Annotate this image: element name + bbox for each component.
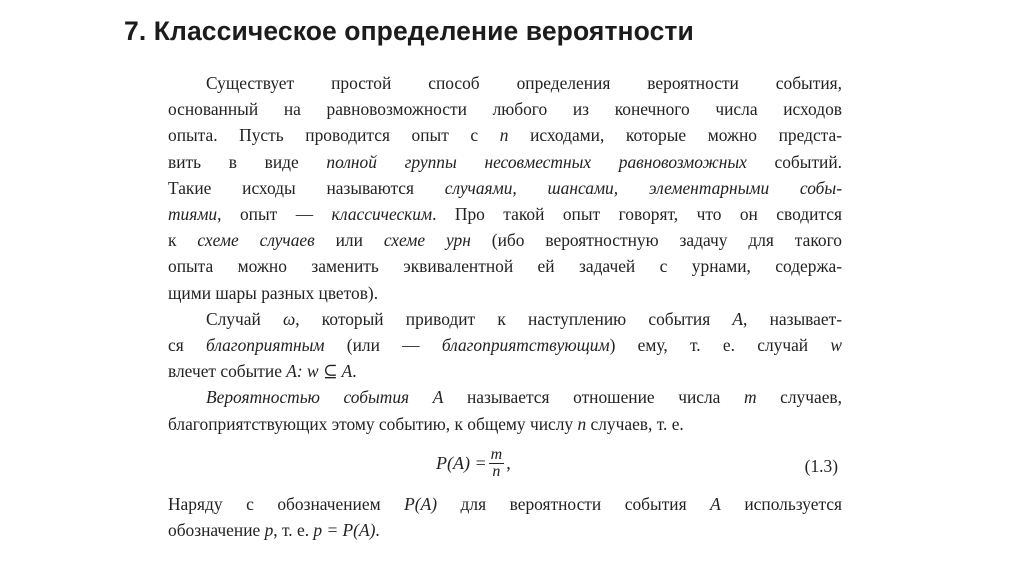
paragraph-1-line: к схеме случаев или схеме урн (ибо вероятностную задачу для такого [168,230,842,251]
fraction [489,447,505,480]
paragraph-2-line: ся благоприятным (или — благоприятствующим) ему, т. е. случай w [168,335,842,356]
formula-row [168,443,842,485]
paragraph-2-line: Случай ω, который приводит к наступлению события A, называет- [206,308,842,329]
paragraph-1-line: основанный на равновозможности любого из конечного числа исходов [168,99,842,120]
paragraph-3-line: Вероятностью события A называется отношение числа m случаев, [206,387,842,408]
paragraph-3-line: благоприятствующих этому событию, к общему числу n случаев, т. е. [168,413,684,434]
formula-tail: , [506,453,511,474]
paragraph-1-line: Существует простой способ определения вероятности события, [206,73,842,93]
slide-title: 7. Классическое определение вероятности [124,16,694,46]
probability-formula [436,447,511,480]
equation-number: (1.3) [804,455,838,476]
paragraph-1-line: опыта. Пусть проводится опыт с n исходами, которые можно предста- [168,125,842,146]
paragraph-1-line: тиями, опыт — классическим. Про такой опыт говорят, что он сводится [168,204,842,225]
paragraph-1-line: вить в виде полной группы несовместных равновозможных событий. [168,151,843,172]
textbook-excerpt [168,70,842,543]
paragraph-2-line: влечет событие A: w ⊆ A. [168,361,357,382]
paragraph-1-line: щими шары разных цветов). [168,282,379,303]
formula-lhs: P(A) = [436,453,487,474]
paragraph-4-line: Наряду с обозначением P(A) для вероятности события A используется [168,493,842,514]
paragraph-1-line: Такие исходы называются случаями, шансами, элементарными собы- [168,177,842,198]
fraction-denominator: n [492,462,501,480]
paragraph-4-line: обозначение p, т. е. p = P(A). [168,520,380,541]
fraction-numerator: m [490,445,503,463]
paragraph-1-line: опыта можно заменить эквивалентной ей задачей с урнами, содержа- [168,256,842,277]
